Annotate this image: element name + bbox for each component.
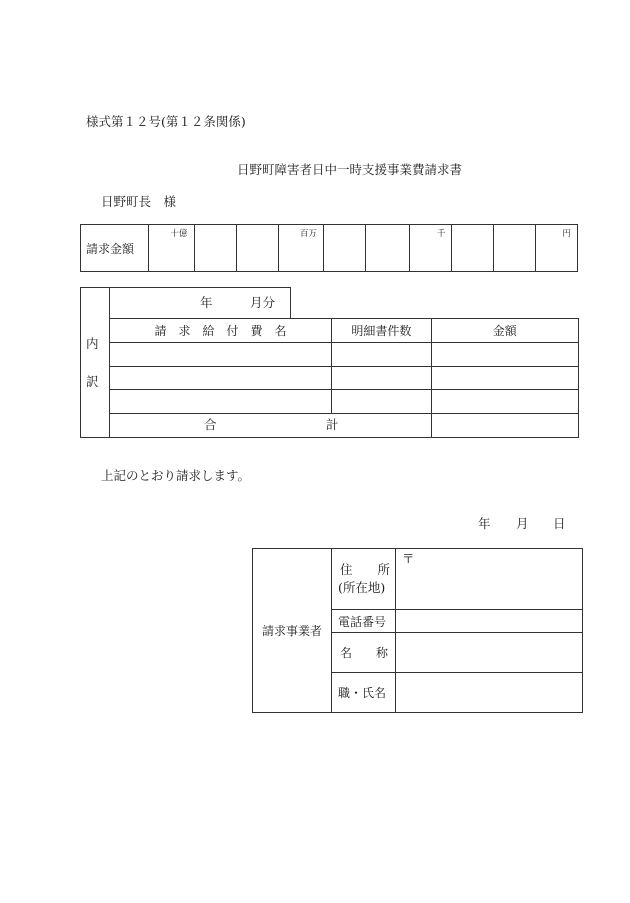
unit-label-thousand: 千 bbox=[436, 229, 446, 239]
unit-label-billion: 十億 bbox=[170, 229, 188, 239]
amount-digit-cell[interactable] bbox=[493, 225, 535, 272]
amount-digit-cell[interactable] bbox=[409, 225, 451, 272]
company-name-label: 名 称 bbox=[332, 633, 396, 673]
date-month-label: 月 bbox=[516, 516, 529, 531]
company-name-input[interactable] bbox=[396, 633, 583, 673]
phone-label: 電話番号 bbox=[332, 610, 396, 633]
date-day-label: 日 bbox=[553, 516, 566, 531]
title-name-input[interactable] bbox=[396, 673, 583, 713]
period-year-label: 年 bbox=[200, 295, 213, 310]
breakdown-side-label-2: 訳 bbox=[86, 374, 99, 389]
amount-digit-cell[interactable] bbox=[194, 225, 236, 272]
breakdown-frame bbox=[80, 287, 110, 438]
fee-name-cell[interactable] bbox=[110, 343, 332, 367]
amount-digit-cell[interactable] bbox=[323, 225, 365, 272]
claimant-table bbox=[252, 548, 583, 713]
amount-cell[interactable] bbox=[431, 343, 578, 367]
amount-digit-cell[interactable] bbox=[366, 225, 409, 272]
claimant-label: 請求事業者 bbox=[253, 549, 332, 713]
address-input[interactable] bbox=[396, 549, 583, 610]
total-amount-cell[interactable] bbox=[431, 414, 578, 438]
header-statement-count: 明細書件数 bbox=[332, 319, 432, 343]
amount-digit-cell[interactable] bbox=[237, 225, 279, 272]
fee-name-cell[interactable] bbox=[110, 390, 332, 414]
address-label-1: 住 所 bbox=[340, 562, 391, 577]
title-name-label: 職・氏名 bbox=[332, 673, 396, 713]
period-month-label: 月分 bbox=[250, 295, 276, 310]
amount-table bbox=[80, 224, 578, 272]
amount-label: 請求金額 bbox=[81, 225, 149, 272]
statement-count-cell[interactable] bbox=[332, 390, 432, 414]
breakdown-side-label-1: 内 bbox=[86, 336, 99, 351]
total-row-label bbox=[110, 414, 432, 438]
unit-label-yen: 円 bbox=[562, 229, 571, 239]
amount-digit-cell[interactable] bbox=[536, 225, 578, 272]
header-amount: 金額 bbox=[431, 319, 578, 343]
breakdown-table bbox=[109, 318, 579, 438]
total-label-1: 合 bbox=[204, 417, 217, 432]
unit-label-million: 百万 bbox=[299, 229, 317, 239]
amount-cell[interactable] bbox=[431, 390, 578, 414]
statement-count-cell[interactable] bbox=[332, 343, 432, 367]
document-title: 日野町障害者日中一時支援事業費請求書 bbox=[237, 162, 463, 177]
fee-name-cell[interactable] bbox=[110, 367, 332, 390]
statement-text: 上記のとおり請求します。 bbox=[101, 468, 251, 483]
postal-mark: 〒 bbox=[402, 551, 415, 566]
header-fee-name: 請 求 給 付 費 名 bbox=[110, 319, 332, 343]
total-label-2: 計 bbox=[326, 417, 339, 432]
addressee: 日野町長 様 bbox=[101, 194, 177, 209]
amount-cell[interactable] bbox=[431, 367, 578, 390]
amount-digit-cell[interactable] bbox=[452, 225, 494, 272]
date-year-label: 年 bbox=[478, 516, 491, 531]
amount-digit-cell[interactable] bbox=[278, 225, 323, 272]
statement-count-cell[interactable] bbox=[332, 367, 432, 390]
phone-input[interactable] bbox=[396, 610, 583, 633]
amount-digit-cell[interactable] bbox=[149, 225, 194, 272]
form-number: 様式第１２号(第１２条関係) bbox=[86, 114, 246, 129]
address-label-cell bbox=[332, 549, 396, 610]
address-label-2: (所在地) bbox=[338, 580, 386, 595]
